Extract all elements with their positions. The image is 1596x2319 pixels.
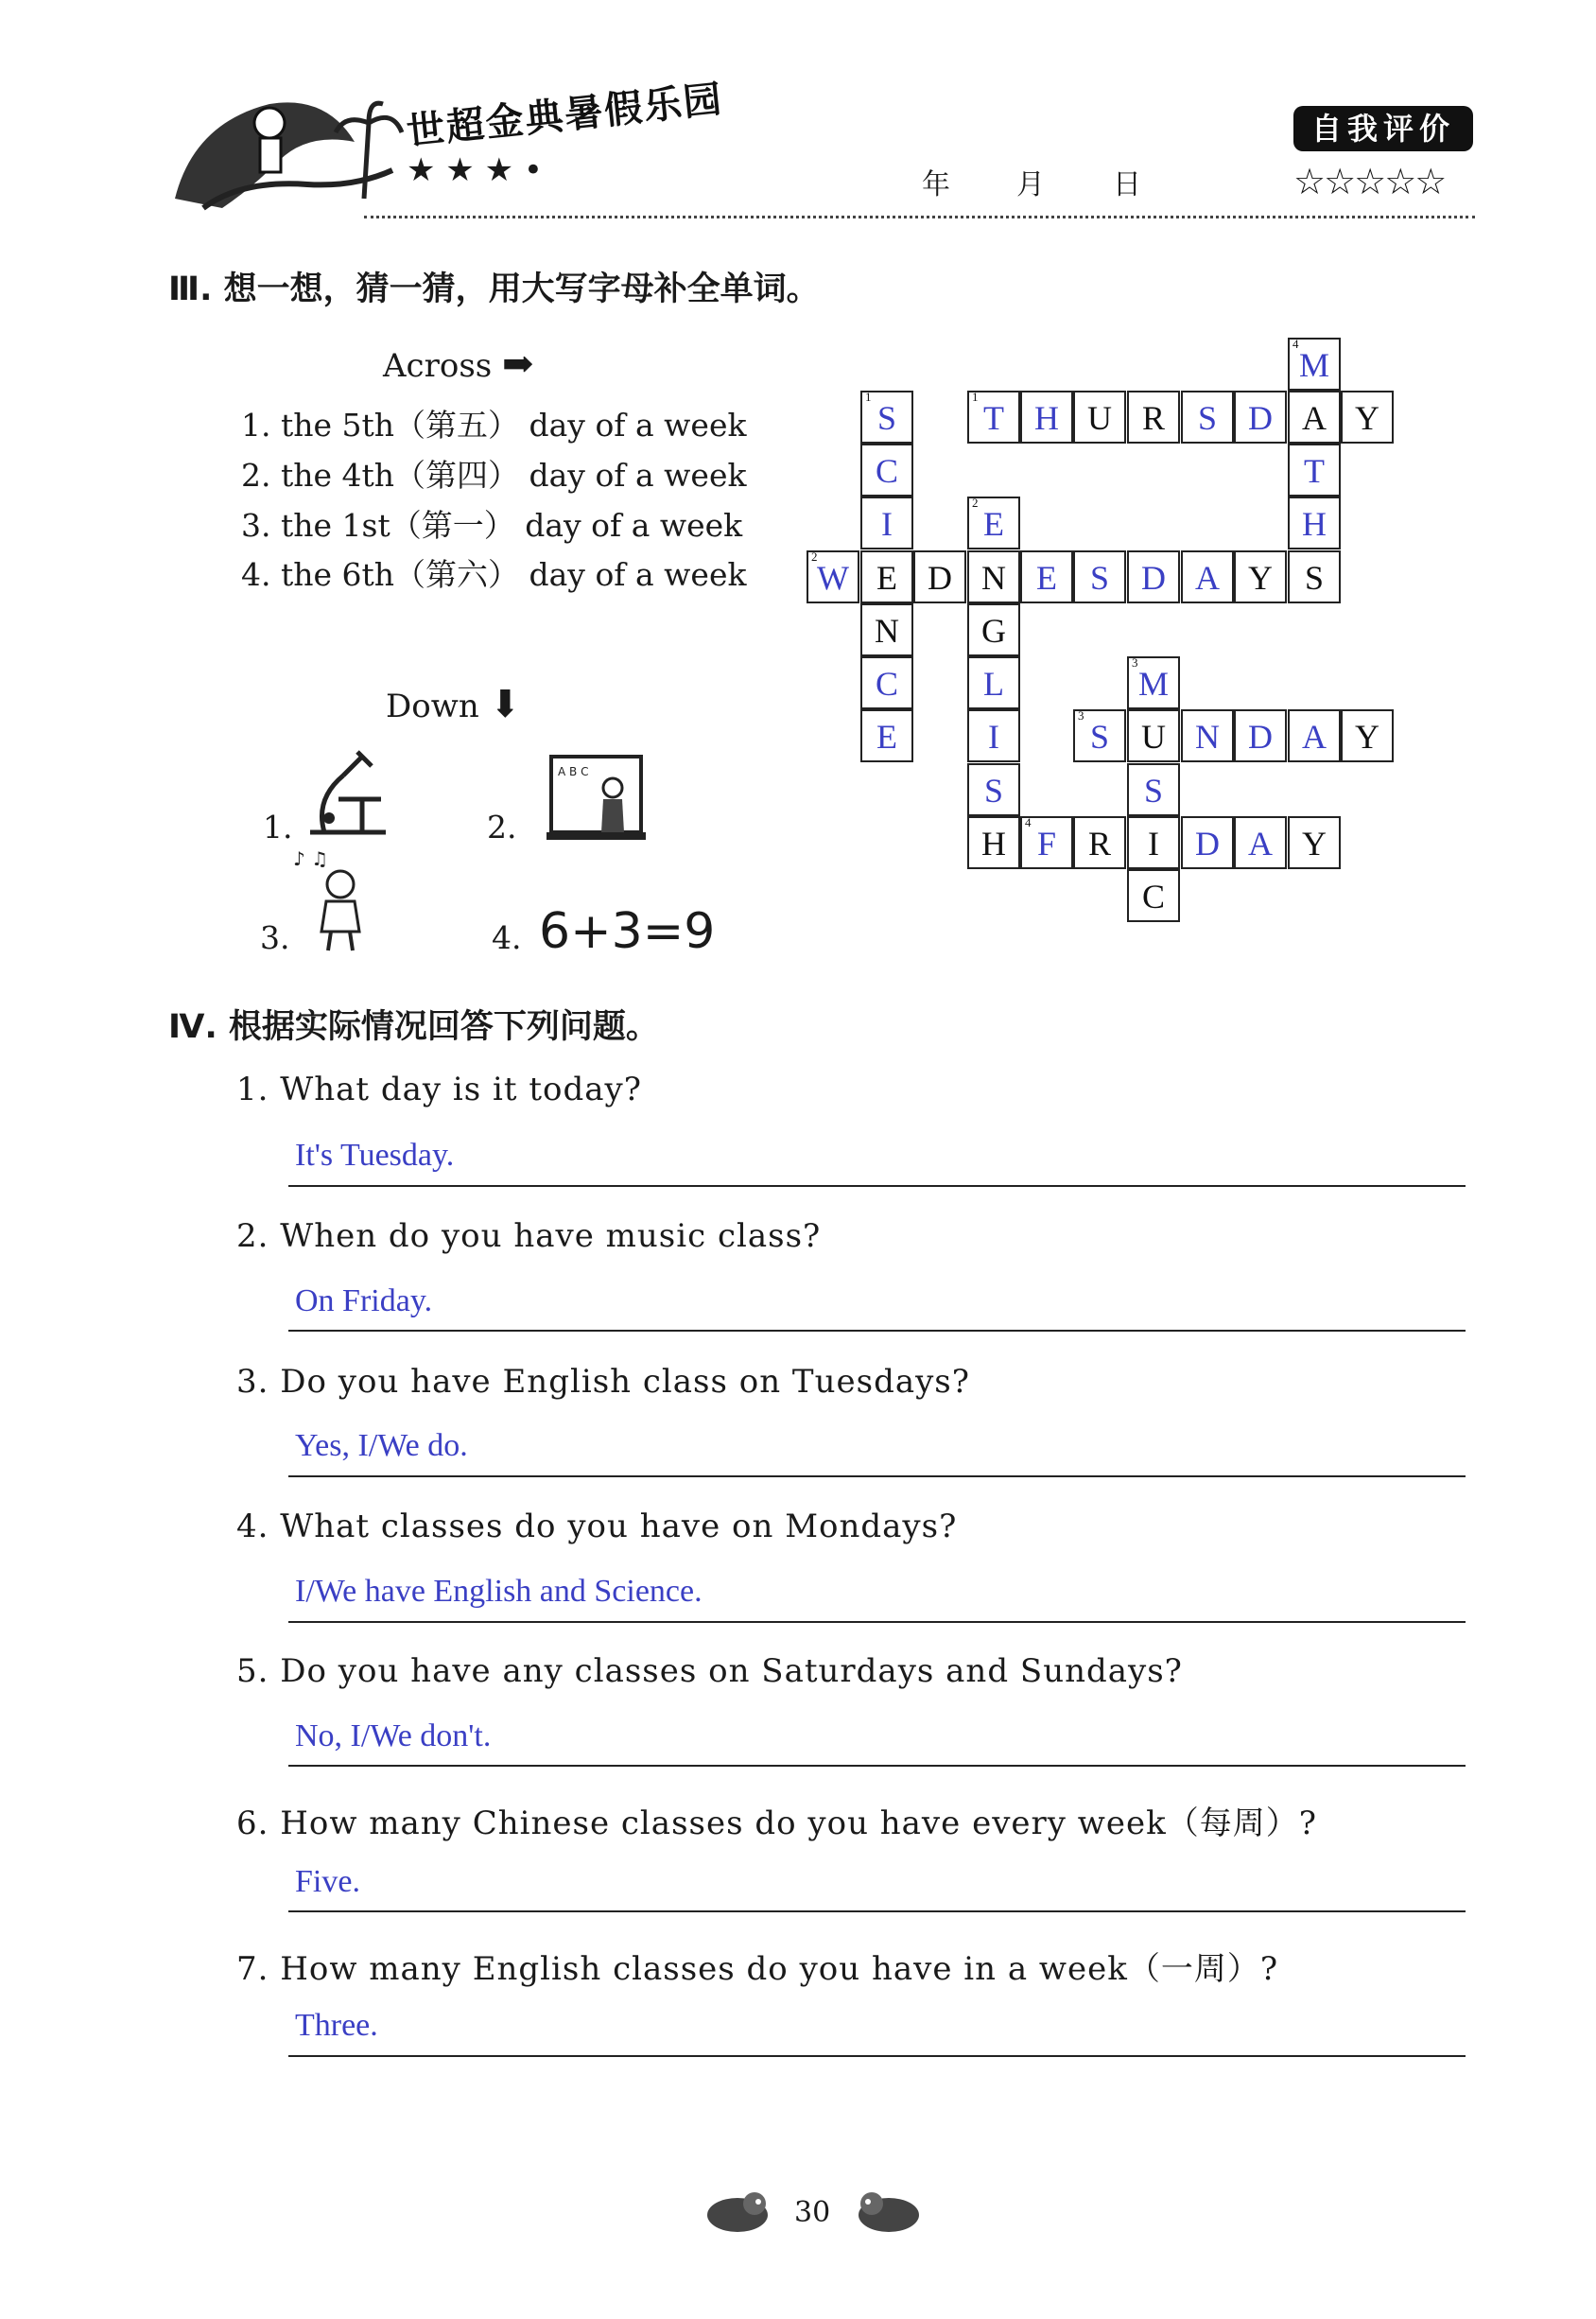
crossword-cell[interactable]: E	[860, 550, 913, 603]
crossword-cell[interactable]: Y	[1288, 816, 1341, 869]
crossword-cell[interactable]: N	[967, 550, 1020, 603]
answer-line	[288, 1475, 1466, 1477]
question: 5. Do you have any classes on Saturdays and Sundays?	[236, 1652, 1183, 1690]
crossword-cell[interactable]: S	[1288, 550, 1341, 603]
crossword-cell[interactable]: Y	[1341, 709, 1394, 762]
down-text: Down	[386, 688, 479, 725]
crossword-cell[interactable]: D	[913, 550, 966, 603]
crossword-cell[interactable]: A	[1288, 709, 1341, 762]
right-arrow-icon: ➡	[502, 342, 534, 386]
crossword-cell[interactable]: 1 S	[860, 391, 913, 444]
crossword-cell[interactable]: D	[1181, 816, 1234, 869]
answer-line	[288, 1330, 1466, 1332]
question: 2. When do you have music class?	[236, 1217, 822, 1255]
crossword-cell[interactable]: 4 M	[1288, 338, 1341, 391]
crossword-cell[interactable]: R	[1073, 816, 1126, 869]
crossword-cell[interactable]: E	[1020, 550, 1073, 603]
crossword-cell[interactable]: A	[1181, 550, 1234, 603]
crossword-cell[interactable]: C	[1127, 869, 1180, 922]
across-clue: 3. the 1st（第一） day of a week	[241, 507, 743, 544]
crossword-cell[interactable]: H	[1020, 391, 1073, 444]
answer-line	[288, 2055, 1466, 2057]
crossword-cell[interactable]: S	[967, 763, 1020, 816]
header-illustration	[165, 66, 411, 218]
crossword-cell[interactable]: R	[1127, 391, 1180, 444]
down-arrow-icon: ⬇	[489, 683, 522, 726]
bird-left-icon	[700, 2185, 771, 2241]
crossword-cell[interactable]: N	[1181, 709, 1234, 762]
page-number: 30	[794, 2196, 831, 2229]
crossword-cell[interactable]: U	[1073, 391, 1126, 444]
singing-girl-icon	[288, 846, 383, 959]
crossword-cell[interactable]: I	[967, 709, 1020, 762]
crossword-cell[interactable]: 2 W	[807, 550, 859, 603]
crossword-cell[interactable]: H	[1288, 497, 1341, 549]
answer[interactable]: On Friday.	[295, 1283, 433, 1318]
self-eval-badge: 自我评价	[1293, 106, 1473, 151]
crossword-cell[interactable]: E	[860, 709, 913, 762]
crossword-cell[interactable]: 2 E	[967, 497, 1020, 549]
date-year: 年	[922, 168, 950, 201]
date-day: 日	[1113, 168, 1141, 201]
bird-right-icon	[856, 2185, 927, 2241]
crossword-cell[interactable]: S	[1127, 763, 1180, 816]
answer[interactable]: No, I/We don't.	[295, 1718, 492, 1753]
question: 7. How many English classes do you have in a week（一周）?	[236, 1950, 1279, 1988]
answer-line	[288, 1765, 1466, 1767]
question: 1. What day is it today?	[236, 1071, 642, 1108]
crossword-cell[interactable]: C	[860, 444, 913, 497]
crossword-cell[interactable]: H	[967, 816, 1020, 869]
across-text: Across	[383, 347, 493, 385]
math-formula: 6+3=9	[539, 903, 716, 960]
crossword-cell[interactable]: T	[1288, 444, 1341, 497]
down-num: 3.	[260, 919, 290, 956]
crossword-cell[interactable]: S	[1073, 550, 1126, 603]
crossword-cell[interactable]: L	[967, 656, 1020, 709]
across-clue: 1. the 5th（第五） day of a week	[241, 407, 747, 444]
crossword-cell[interactable]: 3 S	[1073, 709, 1126, 762]
down-num: 2.	[487, 809, 517, 846]
answer-line	[288, 1910, 1466, 1912]
question: 4. What classes do you have on Mondays?	[236, 1508, 958, 1545]
answer[interactable]: I/We have English and Science.	[295, 1574, 703, 1609]
crossword-cell[interactable]: Y	[1234, 550, 1287, 603]
across-clue: 2. the 4th（第四） day of a week	[241, 457, 747, 494]
crossword-cell[interactable]: N	[860, 603, 913, 656]
crossword-cell[interactable]: A	[1288, 391, 1341, 444]
across-clue: 4. the 6th（第六） day of a week	[241, 556, 747, 593]
svg-text:♪ ♫: ♪ ♫	[293, 847, 329, 870]
date-month: 月	[1016, 168, 1045, 201]
crossword-cell[interactable]: I	[1127, 816, 1180, 869]
svg-text:A B C: A B C	[558, 765, 589, 778]
section3-heading: Ⅲ. 想一想，猜一猜，用大写字母补全单词。	[168, 270, 820, 308]
microscope-icon	[291, 742, 395, 841]
answer[interactable]: Yes, I/We do.	[295, 1428, 468, 1463]
answer[interactable]: It's Tuesday.	[295, 1138, 455, 1173]
rating-stars[interactable]: ☆☆☆☆☆	[1293, 161, 1446, 202]
answer-line	[288, 1621, 1466, 1623]
crossword-cell[interactable]: D	[1127, 550, 1180, 603]
crossword-cell[interactable]: A	[1234, 816, 1287, 869]
answer-line	[288, 1185, 1466, 1187]
header-divider	[364, 216, 1475, 218]
across-label	[383, 342, 534, 386]
crossword-cell[interactable]: 1 T	[967, 391, 1020, 444]
answer[interactable]: Three.	[295, 2008, 378, 2043]
question: 6. How many Chinese classes do you have every week（每周）?	[236, 1805, 1317, 1842]
crossword-cell[interactable]: D	[1234, 391, 1287, 444]
answer[interactable]: Five.	[295, 1864, 360, 1899]
crossword-cell[interactable]: S	[1181, 391, 1234, 444]
down-label	[386, 683, 521, 726]
crossword-cell[interactable]: Y	[1341, 391, 1394, 444]
down-num: 1.	[263, 809, 293, 846]
crossword-cell[interactable]: I	[860, 497, 913, 549]
teacher-blackboard-icon	[546, 752, 646, 855]
crossword-cell[interactable]: 4 F	[1020, 816, 1073, 869]
series-title: 世超金典暑假乐园	[404, 77, 725, 154]
crossword-cell[interactable]: G	[967, 603, 1020, 656]
question: 3. Do you have English class on Tuesdays?	[236, 1363, 970, 1401]
down-num: 4.	[492, 919, 522, 956]
crossword-cell[interactable]: U	[1127, 709, 1180, 762]
decor-stars: ★ ★ ★ •	[407, 151, 543, 189]
crossword-cell[interactable]: D	[1234, 709, 1287, 762]
crossword-cell[interactable]: 3 M	[1127, 656, 1180, 709]
crossword-cell[interactable]: C	[860, 656, 913, 709]
section4-heading: Ⅳ. 根据实际情况回答下列问题。	[168, 1008, 659, 1046]
